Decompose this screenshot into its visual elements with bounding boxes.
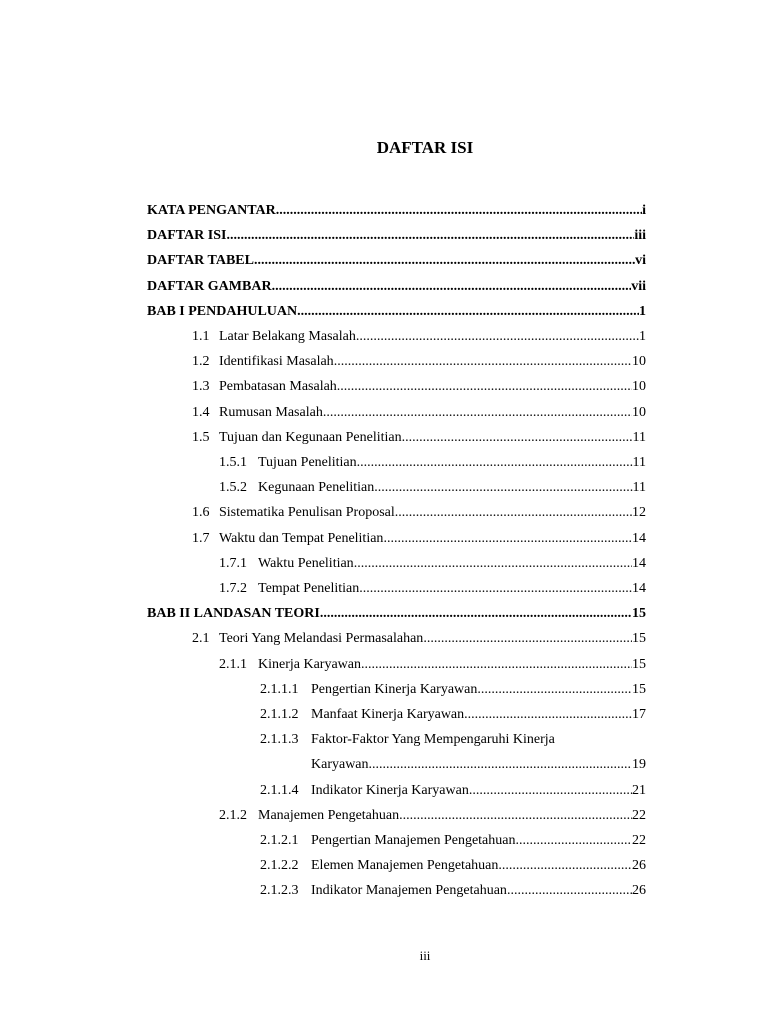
toc-entry-number: 1.4: [192, 404, 210, 420]
toc-entry-page: 10: [632, 354, 646, 370]
toc-entry-title: Waktu Penelitian: [258, 555, 354, 571]
toc-entry-page: 1: [639, 303, 646, 319]
toc-entry[interactable]: [260, 828, 646, 853]
toc-entry-page: 10: [632, 404, 646, 420]
toc-entry-title: Manajemen Pengetahuan: [258, 807, 400, 823]
toc-entry-page: 1: [639, 329, 646, 344]
toc-entry-page: 22: [632, 833, 646, 848]
toc-entry-number: 1.2: [192, 354, 210, 370]
toc-entry-title: Sistematika Penulisan Proposal: [219, 505, 395, 521]
dot-leader: [507, 878, 632, 903]
dot-leader: [395, 500, 632, 525]
toc-entry-page: 12: [632, 505, 646, 521]
toc-entry-page: 10: [632, 379, 646, 395]
dot-leader: [254, 248, 635, 273]
toc-entry-number: 2.1.2: [219, 807, 247, 823]
toc-entry-title: DAFTAR GAMBAR: [147, 278, 272, 294]
toc-entry-page: 26: [632, 883, 646, 899]
dot-leader: [423, 626, 632, 651]
toc-entry-number: 1.5.1: [219, 455, 247, 470]
toc-entry[interactable]: [192, 425, 646, 450]
toc-entry[interactable]: [260, 727, 646, 752]
dot-leader: [337, 374, 632, 399]
dot-leader: [361, 652, 632, 677]
toc-entry-number: 1.5: [192, 429, 210, 445]
toc-entry[interactable]: [147, 223, 646, 248]
toc-entry-title: BAB I PENDAHULUAN: [147, 303, 298, 319]
dot-leader: [374, 475, 632, 500]
dot-leader: [369, 752, 632, 777]
toc-entry-number: 2.1.1: [219, 656, 247, 672]
toc-entry-page: 15: [632, 681, 646, 697]
toc-entry-number: 2.1.2.1: [260, 833, 299, 848]
toc-entry[interactable]: [192, 324, 646, 349]
toc-entry-page: 14: [632, 581, 646, 596]
dot-leader: [469, 778, 632, 803]
toc-entry-title: Tujuan dan Kegunaan Penelitian: [219, 429, 402, 445]
toc-entry[interactable]: [192, 626, 646, 651]
toc-entry-number: 1.5.2: [219, 480, 247, 496]
toc-entry-number: 2.1.2.2: [260, 858, 299, 874]
toc-entry-title: BAB II LANDASAN TEORI: [147, 606, 320, 622]
toc-entry[interactable]: [192, 374, 646, 399]
dot-leader: [357, 450, 633, 475]
toc-entry-page: 19: [632, 757, 646, 773]
toc-entry-title: Elemen Manajemen Pengetahuan: [311, 858, 499, 874]
dot-leader: [359, 576, 632, 601]
toc-entry-page: 11: [632, 429, 646, 445]
page-number: iii: [419, 948, 431, 963]
toc-entry-title: Rumusan Masalah: [219, 404, 323, 420]
toc-entry[interactable]: [260, 702, 646, 727]
toc-entry-page: vii: [631, 278, 646, 294]
toc-entry-page: 11: [632, 455, 646, 470]
toc-entry-number: 1.3: [192, 379, 210, 395]
toc-entry-title: Indikator Manajemen Pengetahuan: [311, 883, 507, 899]
toc-entry-page: 22: [632, 807, 646, 823]
toc-entry-page: 17: [632, 707, 646, 722]
toc-entry-title: Pengertian Kinerja Karyawan: [311, 681, 478, 697]
toc-entry-page: 14: [632, 530, 646, 546]
dot-leader: [498, 853, 632, 878]
toc-entry-number: 2.1.1.3: [260, 732, 299, 748]
toc-entry[interactable]: [219, 475, 646, 500]
toc-entry[interactable]: [311, 752, 646, 777]
dot-leader: [272, 274, 632, 299]
toc-entry[interactable]: [219, 450, 646, 475]
toc-entry-title: KATA PENGANTAR: [147, 203, 276, 218]
dot-leader: [399, 803, 632, 828]
dot-leader: [354, 551, 632, 576]
toc-entry-page: 15: [632, 631, 646, 647]
toc-entry-title: Karyawan: [311, 757, 369, 773]
toc-entry-title: Waktu dan Tempat Penelitian: [219, 530, 384, 546]
dot-leader: [477, 677, 632, 702]
toc-entry[interactable]: [147, 299, 646, 324]
toc-entry[interactable]: [260, 778, 646, 803]
toc-entry-page: 14: [632, 555, 646, 571]
toc-entry[interactable]: [192, 400, 646, 425]
toc-entry-title: Indikator Kinerja Karyawan: [311, 782, 469, 798]
toc-entry-title: DAFTAR TABEL: [147, 253, 254, 269]
toc-entry[interactable]: [192, 349, 646, 374]
toc-entry-title: Teori Yang Melandasi Permasalahan: [219, 631, 424, 647]
toc-entry-title: Latar Belakang Masalah: [219, 329, 356, 344]
toc-entry[interactable]: [219, 803, 646, 828]
toc-entry[interactable]: [147, 601, 646, 626]
toc-entry-page: 15: [632, 606, 646, 622]
page-title: DAFTAR ISI: [376, 138, 474, 157]
toc-entry[interactable]: [260, 878, 646, 903]
toc-entry[interactable]: [219, 652, 646, 677]
toc-entry-title: Pengertian Manajemen Pengetahuan: [311, 833, 516, 848]
toc-entry-number: 2.1.1.4: [260, 782, 299, 798]
dot-leader: [226, 223, 634, 248]
dot-leader: [334, 349, 632, 374]
toc-entry-number: 2.1: [192, 631, 210, 647]
toc-entry[interactable]: [260, 853, 646, 878]
dot-leader: [515, 828, 632, 853]
toc-entry[interactable]: [147, 274, 646, 299]
toc-entry-title: Kinerja Karyawan: [258, 656, 362, 672]
dot-leader: [276, 198, 642, 223]
dot-leader: [464, 702, 632, 727]
toc-entry-page: i: [642, 203, 646, 218]
toc-entry-title: Identifikasi Masalah: [219, 354, 334, 370]
dot-leader: [356, 324, 639, 349]
toc-entry-number: 2.1.1.1: [260, 681, 299, 697]
toc-entry[interactable]: [147, 248, 646, 273]
toc-entry-page: iii: [634, 228, 646, 244]
toc-entry-title: Manfaat Kinerja Karyawan: [311, 707, 465, 722]
toc-entry-page: 11: [632, 480, 646, 496]
dot-leader: [402, 425, 633, 450]
toc-entry-page: vi: [635, 253, 646, 269]
toc-entry-number: 1.7.1: [219, 555, 247, 571]
dot-leader: [297, 299, 639, 324]
toc-entry-page: 21: [632, 782, 646, 798]
toc-entry[interactable]: [219, 576, 646, 601]
toc-entry-title: Tempat Penelitian: [258, 581, 360, 596]
toc-entry[interactable]: [192, 500, 646, 525]
toc-entry[interactable]: [147, 198, 646, 223]
toc-entry-title: DAFTAR ISI: [147, 228, 227, 244]
toc-entry-number: 1.7: [192, 530, 210, 546]
dot-leader: [320, 601, 632, 626]
toc-entry-page: 15: [632, 656, 646, 672]
toc-entry-title: Tujuan Penelitian: [258, 455, 357, 470]
dot-leader: [323, 400, 632, 425]
toc-entry[interactable]: [192, 526, 646, 551]
toc-entry-number: 1.7.2: [219, 581, 247, 596]
toc-entry-title: Kegunaan Penelitian: [258, 480, 375, 496]
toc-entry-title: Pembatasan Masalah: [219, 379, 337, 395]
toc-entry-page: 26: [632, 858, 646, 874]
toc-entry-number: 1.1: [192, 329, 210, 344]
toc-entry[interactable]: [260, 677, 646, 702]
toc-entry[interactable]: [219, 551, 646, 576]
dot-leader: [383, 526, 632, 551]
toc-entry-number: 2.1.2.3: [260, 883, 299, 899]
toc-entry-number: 1.6: [192, 505, 210, 521]
toc-entry-title: Faktor-Faktor Yang Mempengaruhi Kinerja: [311, 732, 555, 748]
toc-entry-number: 2.1.1.2: [260, 707, 299, 722]
